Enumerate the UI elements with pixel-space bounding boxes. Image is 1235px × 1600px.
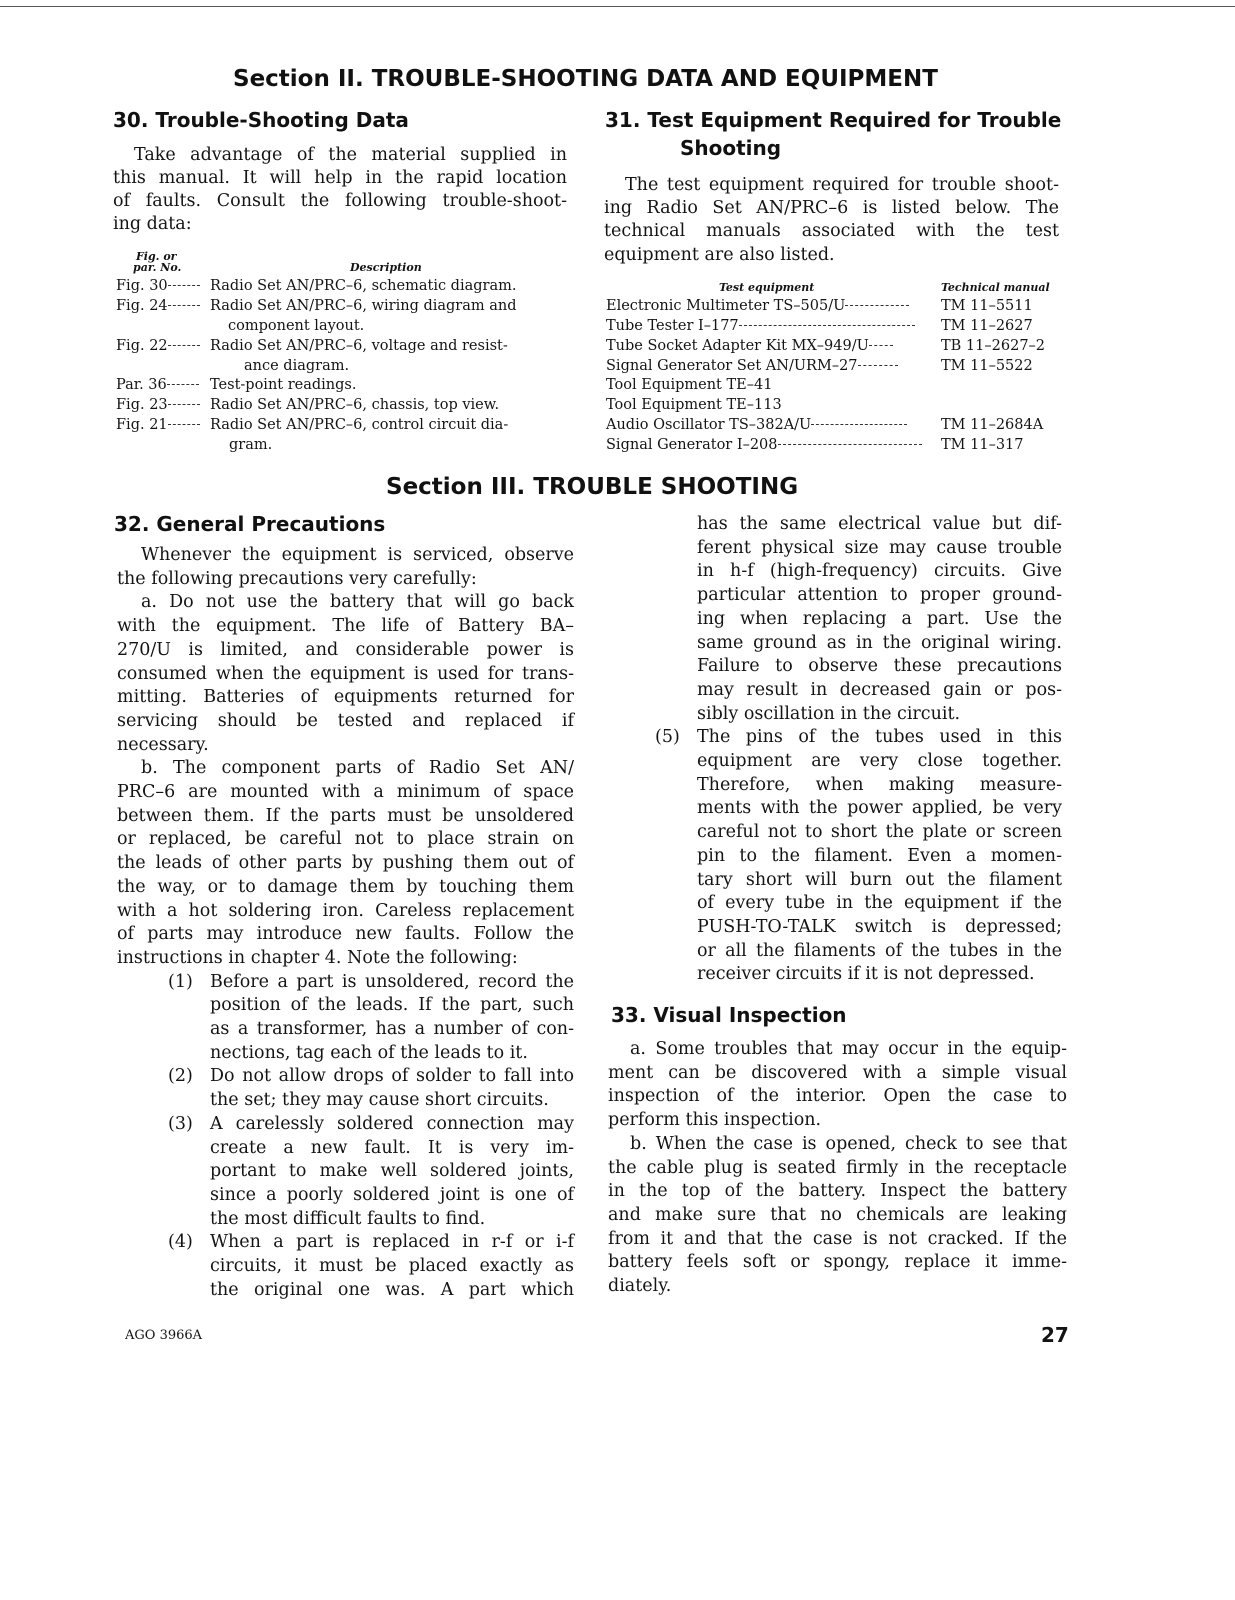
fig-ref: Fig. 23 (116, 395, 200, 415)
fig-col-header: par. No. (133, 261, 182, 274)
fig-ref: Fig. 21 (116, 415, 200, 435)
item-line: A carelessly soldered connection may (210, 1114, 574, 1134)
item-line: PUSH-TO-TALK switch is depressed; (697, 917, 1062, 937)
para-32-line: mitting. Batteries of equipments returned for (117, 687, 574, 707)
para-30-line: of faults. Consult the following trouble-shoot- (113, 191, 567, 211)
item-line: tary short will burn out the filament (697, 870, 1062, 890)
item-line: When a part is replaced in r-f or i-f (210, 1232, 574, 1252)
fig-desc: gram. (229, 437, 273, 453)
para-32-line: Whenever the equipment is serviced, observe (141, 545, 574, 565)
item-line: receiver circuits if it is not depressed. (697, 964, 1035, 984)
equipment-tm: TM 11–317 (941, 437, 1024, 453)
item-line: the original one was. A part which (210, 1280, 574, 1300)
para-32-line: the leads of other parts by pushing them out of (117, 853, 574, 873)
para-32-line: 270/U is limited, and considerable power is (117, 640, 574, 660)
item-line: the most difficult faults to find. (210, 1209, 486, 1229)
equipment-row: Tube Socket Adapter Kit MX–949/U (606, 336, 893, 356)
para-32-line: consumed when the equipment is used for trans- (117, 664, 574, 684)
para-31-heading-cont: Shooting (680, 136, 782, 160)
para-30-heading: 30. Trouble-Shooting Data (113, 108, 409, 132)
item-line: as a transformer, has a number of con- (210, 1019, 574, 1039)
para-32-line: PRC–6 are mounted with a minimum of space (117, 782, 574, 802)
fig-ref: Par. 36 (116, 375, 199, 395)
para-32-line: between them. If the parts must be unsoldered (117, 806, 574, 826)
fig-desc: Radio Set AN/PRC–6, wiring diagram and (210, 298, 517, 314)
item-line: Failure to observe these precautions (697, 656, 1062, 676)
item-line: create a new fault. It is very im- (210, 1138, 574, 1158)
fig-col-header: Fig. or (136, 250, 177, 263)
para-31-line: equipment are also listed. (604, 245, 835, 265)
para-31-line: ing Radio Set AN/PRC–6 is listed below. The (604, 198, 1059, 218)
equipment-row: Tube Tester I–177 (606, 316, 915, 336)
para-32-heading: 32. General Precautions (114, 512, 386, 536)
item-line: since a poorly soldered joint is one of (210, 1185, 574, 1205)
description-col-header: Description (350, 261, 422, 274)
para-32-line: of parts may introduce new faults. Follow the (117, 924, 574, 944)
para-32-line: or replaced, be careful not to place strain on (117, 829, 574, 849)
para-30-line: ing data: (113, 214, 192, 234)
para-33-line: the cable plug is seated firmly in the receptacle (608, 1158, 1067, 1178)
item-line: careful not to short the plate or screen (697, 822, 1062, 842)
test-equipment-col-header: Test equipment (719, 281, 815, 294)
para-32-line: the following precautions very carefully: (117, 569, 477, 589)
para-31-heading: 31. Test Equipment Required for Trouble (605, 108, 1062, 132)
item-line: nections, tag each of the leads to it. (210, 1043, 528, 1063)
equipment-row: Audio Oscillator TS–382A/U (606, 415, 907, 435)
fig-ref: Fig. 24 (116, 296, 200, 316)
item-line: of every tube in the equipment if the (697, 893, 1062, 913)
para-30-line: this manual. It will help in the rapid location (113, 168, 567, 188)
item-line: in h-f (high-frequency) circuits. Give (697, 561, 1062, 581)
footer-code: AGO 3966A (125, 1328, 203, 1343)
item-line: pin to the filament. Even a momen- (697, 846, 1062, 866)
item-line: ing when replacing a part. Use the (697, 609, 1062, 629)
item-line: position of the leads. If the part, such (210, 995, 574, 1015)
item-number: (4) (168, 1232, 193, 1252)
item-line: Before a part is unsoldered, record the (210, 972, 574, 992)
para-32-line: with a hot soldering iron. Careless replacement (117, 901, 574, 921)
para-32-line: a. Do not use the battery that will go back (141, 592, 574, 612)
equipment-row: Tool Equipment TE–113 (606, 397, 782, 413)
section-2-title: Section II. TROUBLE-SHOOTING DATA AND EQUIPMENT (233, 66, 938, 92)
para-31-line: The test equipment required for trouble shoot- (625, 175, 1059, 195)
equipment-tm: TM 11–2684A (941, 417, 1044, 433)
equipment-row: Signal Generator I–208 (606, 435, 922, 455)
para-32-line: with the equipment. The life of Battery BA– (117, 616, 574, 636)
page-number: 27 (1041, 1323, 1069, 1347)
fig-desc: ance diagram. (244, 358, 350, 374)
fig-desc: Radio Set AN/PRC–6, control circuit dia- (210, 417, 509, 433)
para-31-line: technical manuals associated with the test (604, 221, 1059, 241)
para-33-line: diately. (608, 1276, 672, 1296)
item-number: (1) (168, 972, 193, 992)
equipment-tm: TM 11–2627 (941, 318, 1033, 334)
para-33-line: perform this inspection. (608, 1110, 822, 1130)
technical-manual-col-header: Technical manual (941, 281, 1050, 294)
item-number: (5) (655, 727, 680, 747)
item-line: has the same electrical value but dif- (697, 514, 1062, 534)
section-3-title: Section III. TROUBLE SHOOTING (386, 474, 799, 500)
fig-desc: Radio Set AN/PRC–6, voltage and resist- (210, 338, 508, 354)
para-33-line: ment can be discovered with a simple visual (608, 1063, 1067, 1083)
item-line: equipment are very close together. (697, 751, 1062, 771)
para-33-line: b. When the case is opened, check to see that (630, 1134, 1067, 1154)
item-line: the set; they may cause short circuits. (210, 1090, 549, 1110)
para-33-line: battery feels soft or spongy, replace it imme- (608, 1252, 1067, 1272)
para-33-line: a. Some troubles that may occur in the equip- (630, 1039, 1067, 1059)
fig-desc: Test-point readings. (210, 377, 357, 393)
fig-desc: Radio Set AN/PRC–6, chassis, top view. (210, 397, 500, 413)
item-line: ferent physical size may cause trouble (697, 538, 1062, 558)
para-33-line: from it and that the case is not cracked. If the (608, 1229, 1067, 1249)
para-33-line: and make sure that no chemicals are leaking (608, 1205, 1067, 1225)
item-line: Do not allow drops of solder to fall into (210, 1066, 574, 1086)
para-32-line: b. The component parts of Radio Set AN/ (141, 758, 574, 778)
item-line: or all the filaments of the tubes in the (697, 941, 1062, 961)
top-rule (0, 6, 1235, 7)
equipment-tm: TM 11–5511 (941, 298, 1033, 314)
fig-desc: Radio Set AN/PRC–6, schematic diagram. (210, 278, 517, 294)
para-33-heading: 33. Visual Inspection (611, 1003, 847, 1027)
item-line: circuits, it must be placed exactly as (210, 1256, 574, 1276)
para-32-line: servicing should be tested and replaced if (117, 711, 574, 731)
equipment-row: Tool Equipment TE–41 (606, 377, 773, 393)
equipment-row: Signal Generator Set AN/URM–27 (606, 356, 898, 376)
fig-ref: Fig. 22 (116, 336, 200, 356)
equipment-row: Electronic Multimeter TS–505/U (606, 296, 936, 316)
item-line: sibly oscillation in the circuit. (697, 704, 961, 724)
item-number: (3) (168, 1114, 193, 1134)
equipment-tm: TM 11–5522 (941, 358, 1033, 374)
item-line: The pins of the tubes used in this (697, 727, 1062, 747)
para-33-line: in the top of the battery. Inspect the battery (608, 1181, 1067, 1201)
para-32-line: instructions in chapter 4. Note the following: (117, 948, 518, 968)
item-number: (2) (168, 1066, 193, 1086)
para-30-line: Take advantage of the material supplied in (134, 145, 567, 165)
fig-ref: Fig. 30 (116, 276, 200, 296)
item-line: same ground as in the original wiring. (697, 633, 1062, 653)
equipment-tm: TB 11–2627–2 (941, 338, 1046, 354)
para-32-line: necessary. (117, 735, 209, 755)
para-32-line: the way, or to damage them by touching them (117, 877, 574, 897)
item-line: particular attention to proper ground- (697, 585, 1062, 605)
para-33-line: inspection of the interior. Open the case to (608, 1086, 1067, 1106)
item-line: portant to make well soldered joints, (210, 1161, 574, 1181)
item-line: ments with the power applied, be very (697, 798, 1062, 818)
item-line: Therefore, when making measure- (697, 775, 1062, 795)
fig-desc: component layout. (228, 318, 365, 334)
item-line: may result in decreased gain or pos- (697, 680, 1062, 700)
